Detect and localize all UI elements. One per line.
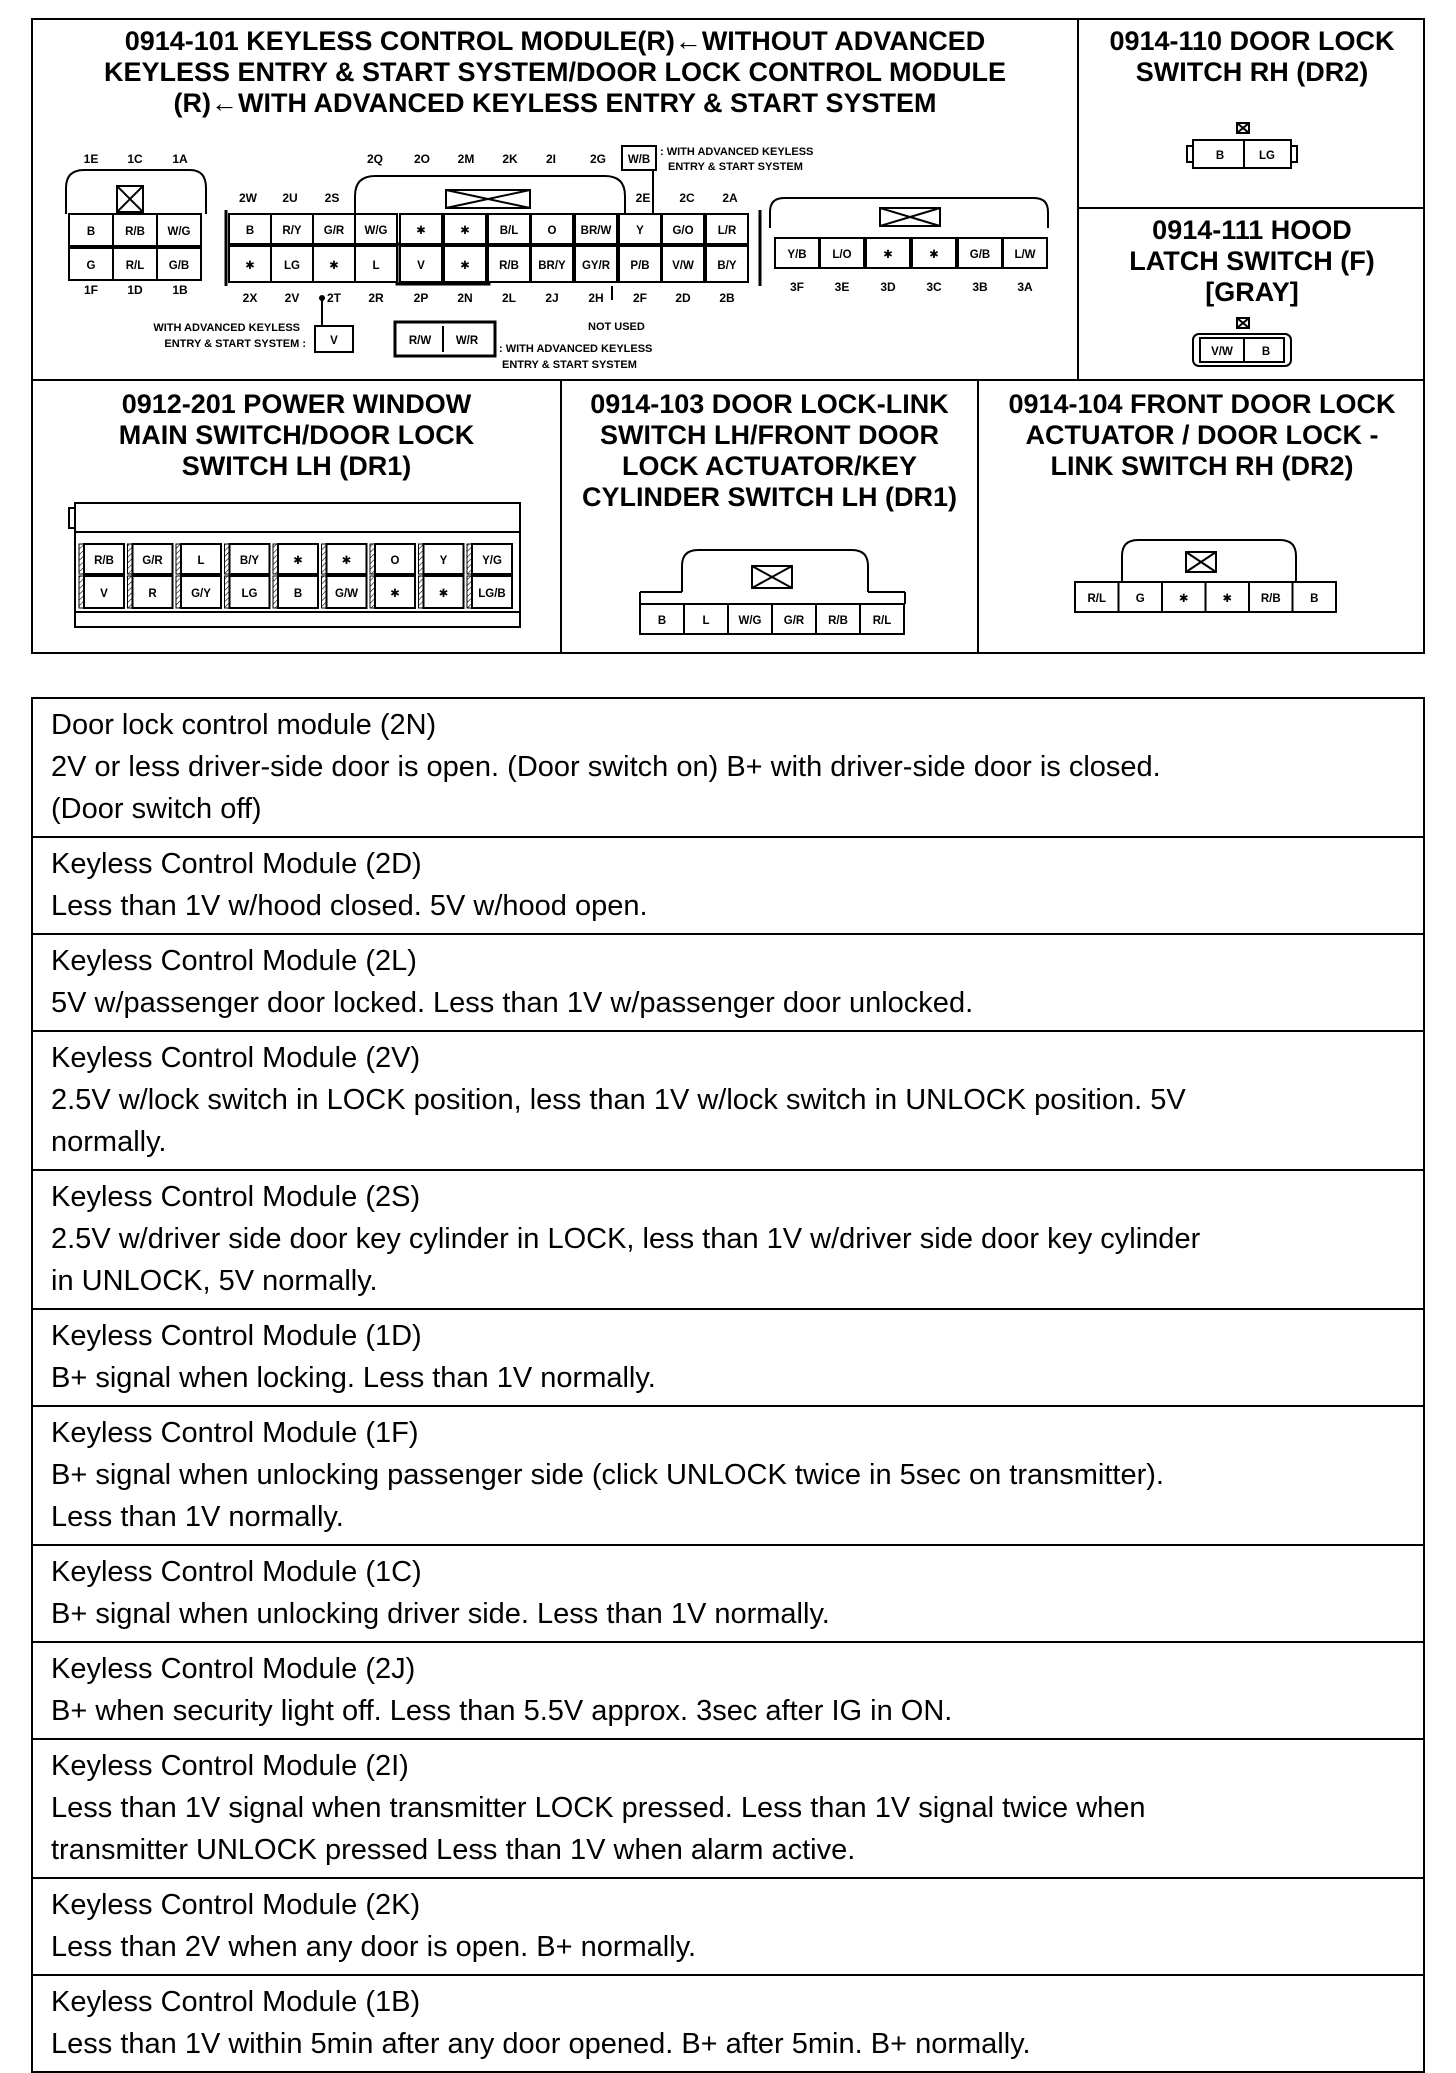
pin-label: Y/G (482, 555, 502, 567)
pin-cell (1293, 582, 1337, 612)
pin-label: 1C (127, 152, 143, 166)
title-line: 0914-111 HOOD (1152, 215, 1352, 245)
pin-label: 3C (926, 280, 942, 294)
pin-label: W/G (167, 226, 191, 238)
title-line: [GRAY] (1205, 277, 1299, 307)
table-row (33, 1976, 1423, 2071)
table-row (33, 1740, 1423, 1879)
title-line: SWITCH LH/FRONT DOOR (600, 420, 939, 450)
row-description: 5V w/passenger door locked. Less than 1V w/passenger door unlocked. (51, 987, 974, 1019)
row-header: Keyless Control Module (1C) (51, 1556, 422, 1588)
pin-label: R/L (1087, 593, 1107, 605)
pin: B (1215, 150, 1225, 162)
pin-label: V/W (672, 260, 694, 272)
pin-label: B (245, 225, 255, 237)
row-description: B+ when security light off. Less than 5.5V approx. 3sec after IG in ON. (51, 1695, 953, 1727)
pin-label: 2S (324, 191, 340, 205)
pin-label: ✱ (460, 260, 470, 272)
pin-label: B/Y (717, 260, 737, 272)
row-description: Less than 1V w/hood closed. 5V w/hood open. (51, 890, 648, 922)
pin-label: L/W (1014, 249, 1036, 261)
pin-label: 2G (589, 152, 607, 166)
title-line: LINK SWITCH RH (DR2) (1050, 451, 1354, 481)
row-header: Door lock control module (2N) (51, 709, 437, 741)
pin-label: ✱ (1222, 593, 1233, 605)
pin-label: G/Y (191, 588, 211, 600)
pin-label: 2I (545, 152, 557, 166)
pin-label: G/W (335, 588, 358, 600)
title-line: SWITCH LH (DR1) (181, 451, 412, 481)
pin-label: 2L (501, 291, 517, 305)
row-header: Keyless Control Module (2K) (51, 1889, 421, 1921)
pin-label: 2M (457, 152, 475, 166)
pin-label: B/Y (239, 555, 260, 567)
pin-label: L (197, 555, 205, 567)
pin-label: 1A (172, 152, 188, 166)
v-box-label: V (330, 335, 338, 347)
pin-label: 2D (675, 291, 691, 305)
pin-label: O (547, 225, 557, 237)
left-note: ENTRY & START SYSTEM : (164, 338, 306, 350)
pin-label: BR/W (580, 225, 612, 237)
pin-label: G (86, 260, 96, 272)
pin-label: G/R (323, 225, 345, 237)
left-note: WITH ADVANCED KEYLESS (153, 322, 300, 334)
pin-label: B (657, 615, 667, 627)
row-header: Keyless Control Module (2V) (51, 1042, 421, 1074)
row-description: B+ signal when locking. Less than 1V normally. (51, 1362, 656, 1394)
pin-label: 2H (588, 291, 604, 305)
row-header: Keyless Control Module (2D) (51, 848, 422, 880)
pin-label: 2W (239, 191, 257, 205)
wb-note: : WITH ADVANCED KEYLESS (660, 146, 814, 158)
pin-label: R/B (125, 226, 145, 238)
pin-label: Y (439, 555, 448, 567)
title-line: 0914-104 FRONT DOOR LOCK (1008, 389, 1396, 419)
pin-label: R/B (499, 260, 519, 272)
pin-label: R/Y (282, 225, 302, 237)
pin-label: V (100, 588, 108, 600)
title-line: 0912-201 POWER WINDOW (121, 389, 472, 419)
table-row (33, 699, 1423, 838)
pin-label: W/G (738, 615, 762, 627)
pin-label: G/B (969, 249, 991, 261)
row-description: 2.5V w/lock switch in LOCK position, less than 1V w/lock switch in UNLOCK position. 5V (51, 1084, 1186, 1116)
pin-label: O (390, 555, 400, 567)
housing (1122, 540, 1296, 582)
pin-label: Y/B (787, 249, 807, 261)
pin-cell (1206, 582, 1250, 612)
pin-label: 2N (457, 291, 473, 305)
bottom-note: ENTRY & START SYSTEM (502, 359, 637, 371)
row-description: Less than 1V normally. (51, 1501, 344, 1533)
pin-label: R/B (1260, 593, 1281, 605)
pin-label: ✱ (390, 588, 400, 600)
rw-box-label: R/W (408, 335, 432, 347)
title-line: SWITCH RH (DR2) (1135, 57, 1369, 87)
pin-label: ✱ (341, 555, 352, 567)
title-line: ACTUATOR / DOOR LOCK - (1025, 420, 1379, 450)
pin-label: B (293, 588, 303, 600)
table-row (33, 1171, 1423, 1310)
pin-label: 2K (502, 152, 518, 166)
pin-label: R/L (872, 615, 892, 627)
pin-label: R (148, 588, 157, 600)
pin-cell (1075, 582, 1119, 612)
title-line: (R)←WITH ADVANCED KEYLESS ENTRY & START SYSTEM (173, 88, 937, 118)
row-description: Less than 2V when any door is open. B+ normally. (51, 1931, 697, 1963)
pin-label: ✱ (416, 225, 426, 237)
title-line: 0914-110 DOOR LOCK (1109, 26, 1395, 56)
pin-label: G/O (672, 225, 694, 237)
row-description: transmitter UNLOCK pressed Less than 1V when alarm active. (51, 1834, 856, 1866)
pin-label: L/R (717, 225, 737, 237)
pin-label: G/R (142, 555, 163, 567)
pin-label: 2B (719, 291, 735, 305)
pin-label: R/B (94, 555, 114, 567)
table-row (33, 935, 1423, 1032)
pin-label: 1E (83, 152, 99, 166)
pin-label: 2R (368, 291, 384, 305)
pin-label: 3B (972, 280, 988, 294)
pin: LG (1259, 150, 1275, 162)
not-used-note: NOT USED (588, 321, 645, 333)
title-line: LOCK ACTUATOR/KEY (622, 451, 917, 481)
pin-label: 2J (545, 291, 559, 305)
table-row (33, 1546, 1423, 1643)
table-row (33, 1643, 1423, 1740)
row-header: Keyless Control Module (1D) (51, 1320, 422, 1352)
pin-label: 2T (326, 291, 342, 305)
pin-label: 3E (834, 280, 850, 294)
title-line: 0914-103 DOOR LOCK-LINK (590, 389, 949, 419)
pin-label: 2E (635, 191, 651, 205)
bottom-note: : WITH ADVANCED KEYLESS (499, 343, 653, 355)
pin-label: LG/B (478, 588, 506, 600)
pin-label: 2U (282, 191, 298, 205)
pin-label: 3D (880, 280, 896, 294)
pin-label: R/L (125, 260, 145, 272)
title-line: CYLINDER SWITCH LH (DR1) (582, 482, 957, 512)
pin-label: 3A (1017, 280, 1033, 294)
pin-label: 1B (172, 283, 188, 297)
pin-label: 2V (284, 291, 300, 305)
pin-label: L (372, 260, 380, 272)
row-description: Less than 1V within 5min after any door opened. B+ after 5min. B+ normally. (51, 2028, 1031, 2060)
pin-label: 3F (789, 280, 805, 294)
row-description: Less than 1V signal when transmitter LOCK pressed. Less than 1V signal twice when (51, 1792, 1146, 1824)
pin-label: G/R (783, 615, 805, 627)
pin-label: 2C (679, 191, 695, 205)
voltage-table (31, 697, 1425, 2073)
table-row (33, 1310, 1423, 1407)
pin-label: ✱ (293, 555, 303, 567)
pin-label: Y (636, 225, 644, 237)
pin-label: ✱ (929, 249, 939, 261)
row-header: Keyless Control Module (1F) (51, 1417, 419, 1449)
pin-label: ✱ (329, 260, 339, 272)
row-description: 2.5V w/driver side door key cylinder in LOCK, less than 1V w/driver side door key cylinder (51, 1223, 1201, 1255)
pin-label: W/G (364, 225, 388, 237)
pin-label: ✱ (245, 260, 255, 272)
table-row (33, 1032, 1423, 1171)
pin-label: P/B (630, 260, 650, 272)
pin-label: 2F (632, 291, 648, 305)
row-header: Keyless Control Module (1B) (51, 1986, 421, 2018)
front-door-lock-rh-connector (0, 0, 1456, 660)
pin-cell (1249, 582, 1293, 612)
pin-label: L/O (832, 249, 852, 261)
pin-label: ✱ (438, 588, 449, 600)
pin-label: LG (241, 588, 258, 600)
pin-label: GY/R (581, 260, 611, 272)
pin: B (1261, 346, 1271, 358)
title-line: 0914-101 KEYLESS CONTROL MODULE(R)←WITHOUT ADVANCED (124, 26, 986, 56)
pin-label: V (417, 260, 425, 272)
pin-label: 2P (413, 291, 429, 305)
pin-label: ✱ (883, 249, 893, 261)
pin-label: ✱ (1178, 593, 1189, 605)
pin-label: 2O (413, 152, 431, 166)
wb-note: ENTRY & START SYSTEM (668, 161, 803, 173)
pin: V/W (1211, 346, 1233, 358)
row-header: Keyless Control Module (2S) (51, 1181, 421, 1213)
pin-label: 2A (722, 191, 738, 205)
pin-label: R/B (828, 615, 848, 627)
row-description: B+ signal when unlocking driver side. Less than 1V normally. (51, 1598, 830, 1630)
pin-label: B (1310, 593, 1319, 605)
wb-box-label: W/B (627, 154, 651, 166)
pin-cell (1162, 582, 1206, 612)
pin-label: BR/Y (538, 260, 566, 272)
title-line: MAIN SWITCH/DOOR LOCK (118, 420, 475, 450)
row-description: (Door switch off) (51, 793, 262, 825)
pin-label: 1F (83, 283, 99, 297)
pin-label: G/B (168, 260, 190, 272)
row-description: normally. (51, 1126, 167, 1158)
row-description: in UNLOCK, 5V normally. (51, 1265, 378, 1297)
table-row (33, 1407, 1423, 1546)
row-header: Keyless Control Module (2J) (51, 1653, 416, 1685)
pin-label: L (702, 615, 710, 627)
row-description: 2V or less driver-side door is open. (Door switch on) B+ with driver-side door is closed. (51, 751, 1161, 783)
pin-label: 2Q (366, 152, 384, 166)
wr-box-label: W/R (455, 335, 479, 347)
pin-cell (1119, 582, 1163, 612)
pin-label: 1D (127, 283, 143, 297)
pin-label: 2X (242, 291, 258, 305)
row-description: B+ signal when unlocking passenger side (click UNLOCK twice in 5sec on transmitter). (51, 1459, 1164, 1491)
pin-label: LG (284, 260, 300, 272)
pin-label: B/L (499, 225, 519, 237)
table-row (33, 1879, 1423, 1976)
pin-label: G (1135, 593, 1145, 605)
pin-label: ✱ (460, 225, 470, 237)
pin-label: B (86, 226, 96, 238)
title-line: LATCH SWITCH (F) (1129, 246, 1375, 276)
row-header: Keyless Control Module (2L) (51, 945, 417, 977)
title-line: KEYLESS ENTRY & START SYSTEM/DOOR LOCK CONTROL MODULE (103, 57, 1007, 87)
row-header: Keyless Control Module (2I) (51, 1750, 409, 1782)
table-row (33, 838, 1423, 935)
